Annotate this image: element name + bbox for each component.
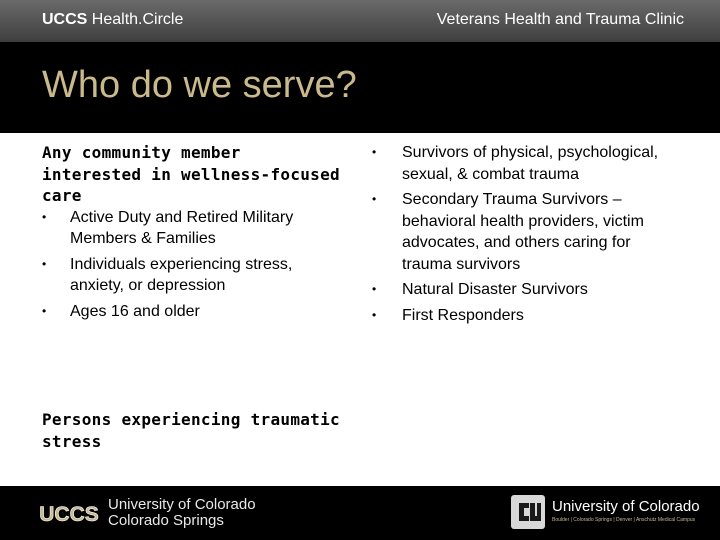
right-bullet-list: [372, 142, 672, 326]
list-item: [42, 207, 342, 250]
list-item: [42, 254, 342, 297]
brand-bold: UCCS: [42, 11, 88, 28]
list-item-text: First Responders: [402, 306, 524, 324]
title-bar: [0, 42, 720, 133]
cu-campus-list: Boulder | Colorado Springs | Denver | Anschutz Medical Campus: [552, 517, 696, 523]
left-bullet-list: [42, 207, 342, 323]
list-item-text: Active Duty and Retired Military Members & Families: [70, 208, 294, 247]
bullet-icon: •: [42, 209, 47, 224]
bullet-icon: •: [42, 256, 47, 271]
uccs-logo-text: UCCS: [39, 503, 99, 525]
uccs-line-2: Colorado Springs: [108, 512, 224, 529]
brand-rest: Health.Circle: [87, 11, 184, 28]
cu-monogram-icon: [511, 495, 545, 529]
list-item: [42, 301, 342, 323]
list-item-text: Individuals experiencing stress, anxiety, or depression: [70, 255, 293, 294]
clinic-title: Veterans Health and Trauma Clinic: [436, 11, 684, 28]
list-item-text: Natural Disaster Survivors: [402, 281, 588, 298]
bullet-icon: •: [42, 303, 47, 318]
list-item-text: Secondary Trauma Survivors – behavioral health providers, victim advocates, and others caring for trauma survivors: [402, 191, 644, 273]
list-item: [372, 142, 672, 185]
bullet-icon: •: [372, 192, 377, 206]
left-heading: Any community member interested in wellness-focused care: [42, 143, 340, 205]
list-item: [372, 305, 672, 327]
list-item: [372, 189, 672, 275]
list-item: [372, 279, 672, 301]
list-item-text: Survivors of physical, psychological, sexual, & combat trauma: [402, 144, 659, 183]
cu-wordmark: University of Colorado: [552, 498, 700, 515]
left-heading-2: Persons experiencing traumatic stress: [42, 410, 340, 451]
right-column: [372, 142, 672, 330]
cu-logo-icon: [511, 495, 545, 529]
brand-title: [42, 11, 183, 29]
footer-bar: [0, 486, 720, 540]
uccs-line-1: University of Colorado: [108, 496, 256, 513]
left-column: [42, 142, 342, 326]
uccs-logo: [36, 501, 102, 525]
list-item-text: Ages 16 and older: [70, 302, 200, 320]
bullet-icon: •: [372, 145, 377, 159]
bullet-icon: •: [372, 307, 377, 322]
uccs-wordmark: [108, 497, 256, 529]
bullet-icon: •: [372, 282, 377, 296]
page-title: Who do we serve?: [42, 64, 357, 106]
header-bar: [0, 0, 720, 42]
